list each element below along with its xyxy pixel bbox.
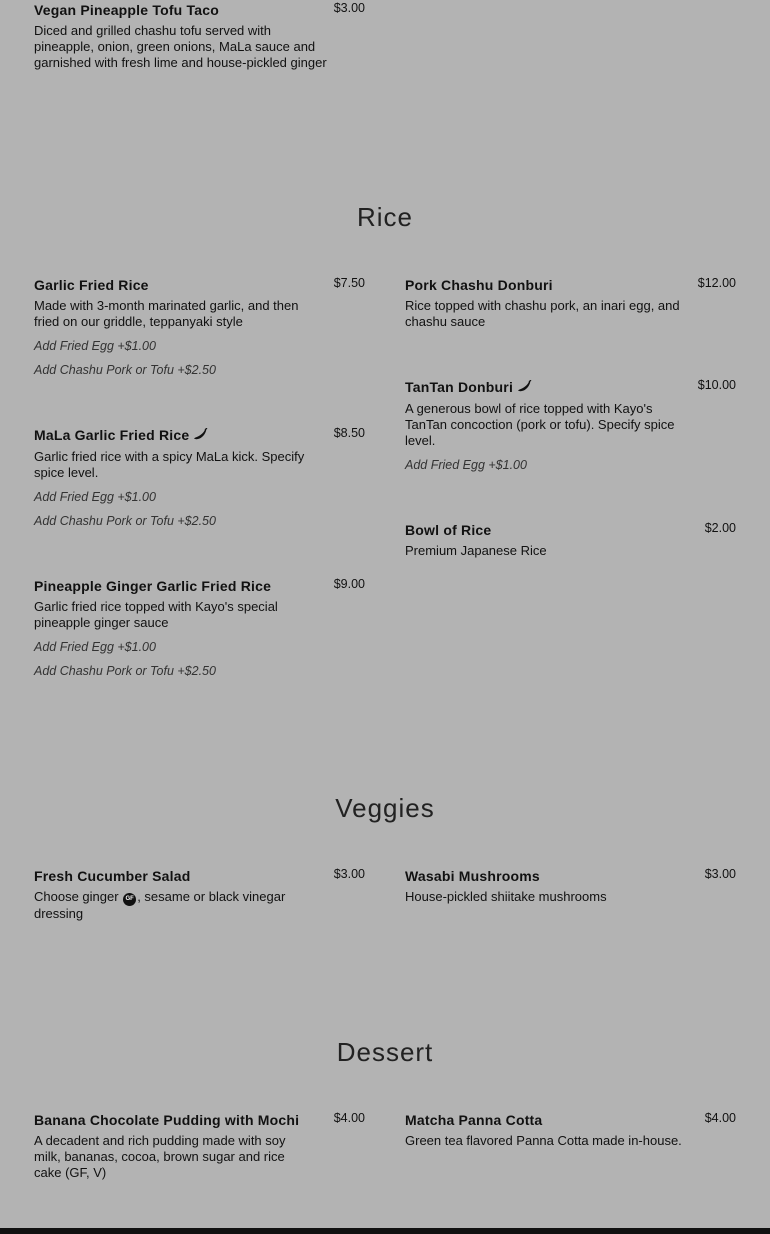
section-title-dessert: Dessert (336, 1037, 434, 1067)
item-price: $2.00 (704, 521, 736, 535)
item-description: Garlic fried rice with a spicy MaLa kick. Specify spice level. (34, 449, 305, 481)
item-description: Premium Japanese Rice (405, 543, 547, 558)
menu-item-vegan-pineapple-tofu-taco (34, 1, 329, 71)
menu-item-banana-chocolate-pudding (34, 1111, 314, 1181)
item-price: $10.00 (697, 378, 736, 392)
footer-bar (0, 1228, 770, 1234)
chili-pepper-icon (517, 379, 532, 397)
item-name: Pork Chashu Donburi (405, 277, 553, 293)
chili-pepper-icon (193, 427, 208, 445)
item-name: Vegan Pineapple Tofu Taco (34, 2, 219, 18)
item-addon: Add Chashu Pork or Tofu +$2.50 (34, 514, 216, 529)
menu-item-fresh-cucumber-salad (34, 867, 314, 922)
item-name: Bowl of Rice (405, 522, 492, 538)
section-title-veggies: Veggies (335, 793, 435, 823)
item-price: $4.00 (333, 1111, 365, 1125)
item-price: $3.00 (333, 1, 365, 15)
item-price: $3.00 (333, 867, 365, 881)
item-price: $3.00 (704, 867, 736, 881)
menu-item-garlic-fried-rice (34, 276, 324, 378)
item-description: House-pickled shiitake mushrooms (405, 889, 607, 904)
item-addon: Add Fried Egg +$1.00 (34, 490, 156, 505)
item-name: Banana Chocolate Pudding with Mochi (34, 1112, 300, 1128)
item-description: Rice topped with chashu pork, an inari egg, and chashu sauce (405, 298, 680, 329)
gluten-free-badge-icon: GF (123, 893, 136, 906)
item-addon: Add Fried Egg +$1.00 (405, 458, 527, 473)
item-addon: Add Fried Egg +$1.00 (34, 339, 156, 353)
item-name: Fresh Cucumber Salad (34, 868, 191, 884)
item-price: $9.00 (333, 577, 365, 591)
item-name: TanTan Donburi (405, 379, 514, 395)
item-name: Garlic Fried Rice (34, 277, 149, 293)
item-name: MaLa Garlic Fried Rice (34, 427, 190, 443)
item-price: $4.00 (704, 1111, 736, 1125)
item-name: Wasabi Mushrooms (405, 868, 540, 884)
menu-item-pork-chashu-donburi (405, 276, 697, 330)
item-addon: Add Chashu Pork or Tofu +$2.50 (34, 363, 216, 377)
item-description: A generous bowl of rice topped with Kayo's TanTan concoction (pork or tofu). Specify spice level. (405, 401, 675, 449)
item-description: A decadent and rich pudding made with soy milk, bananas, cocoa, brown sugar and rice cake (GF, V) (34, 1133, 286, 1180)
item-description: Diced and grilled chashu tofu served with pineapple, onion, green onions, MaLa sauce and garnished with fresh lime and house-pickled ginger (34, 23, 327, 70)
item-addon: Add Fried Egg +$1.00 (34, 640, 156, 654)
item-description: Choose ginger GF , sesame or black vinegar dressing (34, 889, 286, 921)
item-price: $12.00 (697, 276, 736, 290)
item-name: Matcha Panna Cotta (405, 1112, 543, 1128)
menu-item-matcha-panna-cotta (405, 1111, 705, 1149)
item-price: $8.50 (333, 426, 365, 440)
menu-item-mala-garlic-fried-rice (34, 426, 326, 529)
item-description: Garlic fried rice topped with Kayo's special pineapple ginger sauce (34, 599, 278, 630)
menu-item-pineapple-ginger-garlic-fried-rice (34, 577, 324, 679)
item-description: Made with 3-month marinated garlic, and then fried on our griddle, teppanyaki style (34, 298, 299, 329)
menu-item-bowl-of-rice (405, 521, 697, 559)
item-price: $7.50 (333, 276, 365, 290)
item-addon: Add Chashu Pork or Tofu +$2.50 (34, 664, 216, 678)
item-description: Green tea flavored Panna Cotta made in-house. (405, 1133, 682, 1148)
menu-item-wasabi-mushrooms (405, 867, 697, 905)
menu-item-tantan-donburi (405, 378, 697, 473)
item-name: Pineapple Ginger Garlic Fried Rice (34, 578, 272, 594)
section-title-rice: Rice (356, 202, 413, 232)
